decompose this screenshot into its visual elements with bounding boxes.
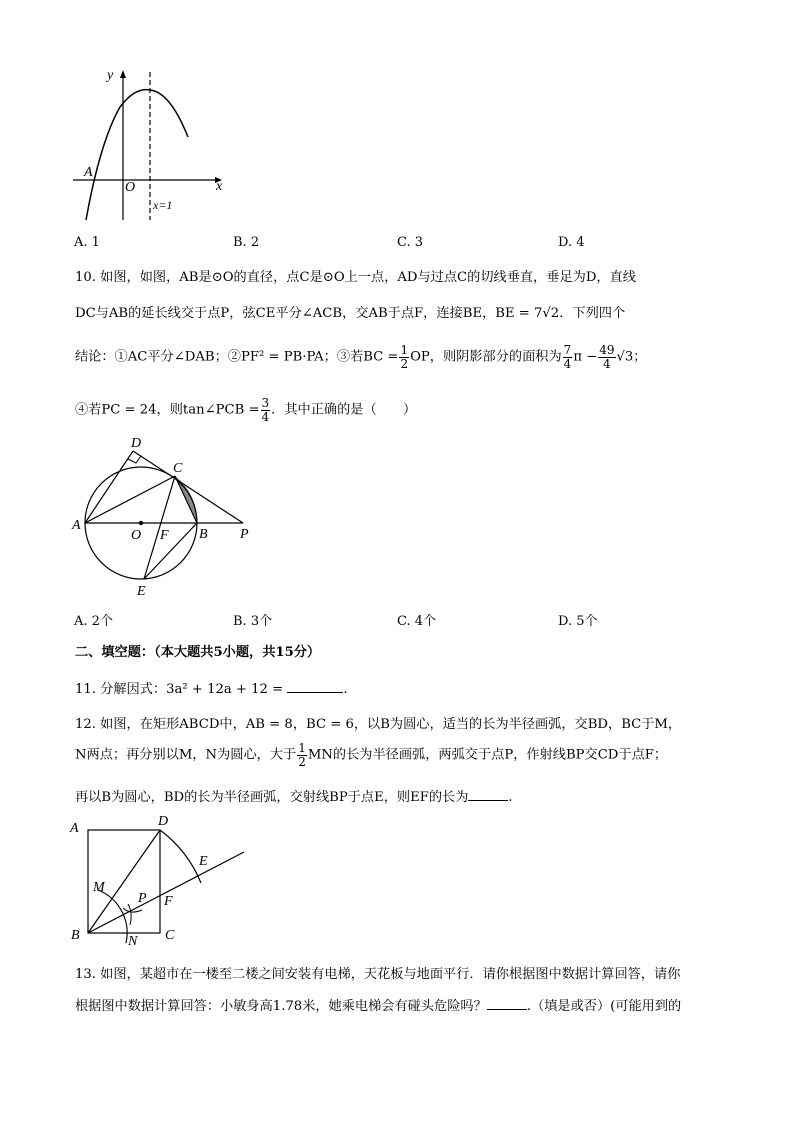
q9-y-label: y [107, 68, 114, 83]
q10-line3-c: π − [573, 349, 598, 365]
section-heading: 二、填空题：（本大题共5小题，共15分） [75, 645, 321, 660]
q9-x-label: x [216, 179, 223, 194]
q12-label-e: E [199, 854, 208, 869]
q9-option-c[interactable]: C. 3 [397, 235, 424, 250]
q10-circle-figure [70, 432, 270, 600]
q10-line3 [75, 344, 647, 370]
q12-line2-a: N两点；再分别以M，N为圆心，大于 [75, 747, 297, 763]
q10-label-o: O [131, 528, 142, 543]
q10-line4-a: ④若PC = 24，则tan∠PCB = [75, 402, 260, 418]
q10-option-c[interactable]: C. 4个 [397, 614, 437, 629]
q12-label-n: N [128, 934, 138, 949]
q9-option-d[interactable]: D. 4 [558, 235, 585, 250]
q12-label-a: A [70, 821, 79, 836]
q12-frac-half: $\frac{1}{2}$ [298, 741, 306, 769]
q9-parabola-graph [70, 62, 230, 227]
q10-line3-b: OP，则阴影部分的面积为 [410, 349, 562, 365]
q10-label-a: A [72, 518, 81, 533]
q12-line2-b: MN的长为半径画弧，两弧交于点P，作射线BP交CD于点F； [307, 747, 668, 763]
q12-line2 [75, 742, 667, 768]
q12-line1: 12. 如图，在矩形ABCD中，AB = 8，BC = 6，以B为圆心，适当的长为半径画弧，交BD，BC于M， [75, 717, 682, 732]
q12-label-d: D [158, 814, 169, 829]
q12-label-f: F [164, 894, 173, 909]
q11-answer-blank[interactable] [287, 680, 343, 693]
q10-line3-a: 结论：①AC平分∠DAB；②PF² = PB·PA；③若BC = [75, 349, 399, 365]
q13-answer-blank[interactable] [487, 997, 527, 1010]
q10-label-b: B [199, 527, 208, 542]
q10-option-d[interactable]: D. 5个 [558, 614, 598, 629]
q9-point-a-label: A [84, 165, 93, 180]
q10-label-e: E [137, 584, 146, 599]
q10-line4-b: ．其中正确的是（ ） [271, 402, 417, 418]
q9-option-b[interactable]: B. 2 [233, 235, 260, 250]
q11-line [75, 678, 348, 697]
q11-end: . [343, 682, 348, 697]
q9-axis-label: x=1 [153, 198, 173, 212]
q13-line2 [75, 995, 681, 1014]
q10-label-p: P [240, 527, 249, 542]
q13-line2-b: .（填是或否）(可能用到的 [526, 999, 682, 1014]
q10-frac-three-fourths: $\frac{3}{4}$ [261, 396, 270, 424]
q12-line3-text: 再以B为圆心，BD的长为半径画弧，交射线BP于点E，则EF的长为 [75, 790, 469, 805]
q12-rectangle-figure [68, 815, 258, 950]
q10-label-d: D [131, 436, 142, 451]
q10-frac-seven-fourths: $\frac{7}{4}$ [563, 343, 572, 371]
q12-label-m: M [93, 880, 105, 895]
q10-label-c: C [173, 461, 183, 476]
q10-intro: 10. 如图，如图，AB是⊙O的直径，点C是⊙O上一点，AD与过点C的切线垂直，垂足为D，直线 [75, 270, 636, 285]
q10-line4 [75, 397, 416, 423]
q12-line3-end: . [508, 790, 513, 805]
q12-answer-blank[interactable] [468, 788, 508, 801]
q12-line3 [75, 786, 513, 805]
q12-label-c: C [165, 928, 175, 943]
q10-label-f: F [160, 528, 169, 543]
q13-line1: 13. 如图，某超市在一楼至二楼之间安装有电梯，天花板与地面平行．请你根据图中数据计算回答，请你 [75, 967, 681, 982]
q10-option-a[interactable]: A. 2个 [74, 614, 113, 629]
q13-line2-a: 根据图中数据计算回答：小敏身高1.78米，她乘电梯会有碰头危险吗？ [75, 999, 487, 1014]
q9-option-a[interactable]: A. 1 [74, 235, 100, 250]
q10-frac-49-fourths: $\frac{49}{4}$ [599, 343, 615, 371]
q10-option-b[interactable]: B. 3个 [233, 614, 273, 629]
q12-label-b: B [71, 928, 80, 943]
q10-line2: DC与AB的延长线交于点P，弦CE平分∠ACB，交AB于点F，连接BE，BE = 7√2．下列四个 [75, 306, 626, 321]
q10-frac-half: $\frac{1}{2}$ [400, 343, 409, 371]
q10-line3-d: √3； [616, 349, 647, 365]
q11-text: 11. 分解因式：3a² + 12a + 12 = [75, 682, 284, 697]
q12-label-p: P [138, 891, 147, 906]
q9-origin-label: O [125, 180, 136, 195]
